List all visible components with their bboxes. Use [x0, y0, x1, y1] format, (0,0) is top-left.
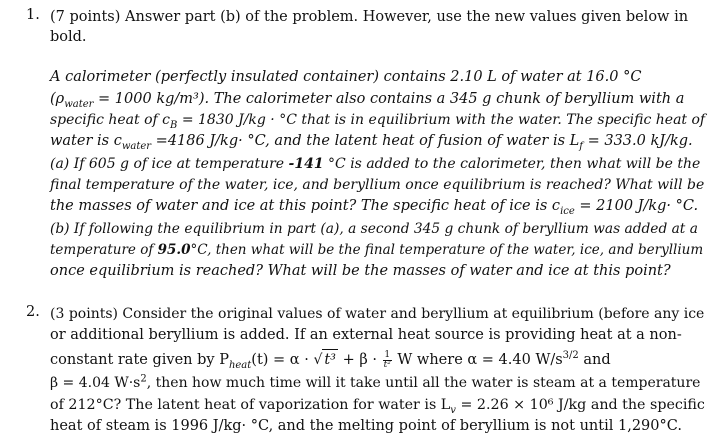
- text-segment: (ρ: [50, 91, 65, 107]
- problem-2-line-2: or additional beryllium is added. If an external heat source is providing heat at a non-: [50, 327, 682, 343]
- problem-1-body-line-7: [50, 196, 698, 216]
- problem-1-number: 1.: [26, 7, 40, 23]
- text-segment: of 212°C? The latent heat of vaporization for water is L: [50, 397, 451, 413]
- text-segment: = 333.0 kJ/kg.: [582, 133, 693, 149]
- problem-1-body-line-8: (b) If following the equilibrium in part (a), a second 345 g chunk of beryllium was added at a: [50, 221, 698, 237]
- problem-2-line-6: heat of steam is 1996 J/kg· °C, and the melting point of beryllium is not until 1,290°C.: [50, 418, 682, 434]
- problem-2-line-5: [50, 395, 705, 415]
- text-segment: °C, then what will be the final temperature of the water, ice, and beryllium: [190, 242, 704, 258]
- text-segment: W where α = 4.40 W/s: [392, 352, 563, 368]
- problem-2-line-4: [50, 373, 700, 393]
- text-segment: the masses of water and ice at this point? The specific heat of ice is c: [50, 198, 561, 214]
- superscript: 2: [140, 373, 147, 385]
- subscript: f: [579, 140, 583, 152]
- fraction-numerator: 1: [384, 349, 391, 360]
- subscript: v: [450, 404, 456, 416]
- fraction: [383, 351, 392, 370]
- problem-1-body-line-5: [50, 154, 700, 174]
- text-segment: = 2.26 × 10⁶ J/kg and the specific: [455, 397, 705, 413]
- problem-1-body-line-1: A calorimeter (perfectly insulated container) contains 2.10 L of water at 16.0 °C: [50, 69, 642, 85]
- problem-2-line-3: [50, 349, 611, 370]
- text-segment: specific heat of c: [50, 112, 171, 128]
- problem-1-body-line-6: final temperature of the water, ice, and beryllium once equilibrium is reached? What will be: [50, 177, 705, 193]
- radical-sign: √: [313, 352, 323, 368]
- sqrt-argument: t³: [322, 349, 338, 370]
- fraction-denominator: t²: [383, 359, 391, 370]
- text-segment: + β ·: [338, 352, 382, 368]
- text-segment: water is c: [50, 133, 122, 149]
- text-segment: =4186 J/kg· °C, and the latent heat of fusion of water is L: [151, 133, 580, 149]
- superscript: 3/2: [562, 350, 579, 362]
- text-segment: = 2100 J/kg· °C.: [574, 198, 699, 214]
- subscript: heat: [228, 359, 252, 371]
- text-segment: (a) If 605 g of ice at temperature: [50, 156, 289, 172]
- text-segment: temperature of: [50, 242, 158, 258]
- bold-value: 95.0: [157, 242, 191, 258]
- text-segment: = 1000 kg/m³). The calorimeter also contains a 345 g chunk of beryllium with a: [93, 91, 685, 107]
- problem-1-body-line-2: [50, 89, 684, 109]
- subscript: water: [64, 98, 94, 110]
- bold-value: -141: [288, 156, 324, 172]
- subscript: ice: [560, 205, 575, 217]
- subscript: water: [121, 140, 152, 152]
- problem-1-body-line-10: once equilibrium is reached? What will be the masses of water and ice at this point?: [50, 263, 671, 279]
- problem-2-line-1: (3 points) Consider the original values of water and beryllium at equilibrium (before any ice: [50, 306, 705, 322]
- problem-1-body-line-9: [50, 240, 703, 260]
- subscript: B: [170, 119, 178, 131]
- problem-1-intro-line-2: bold.: [50, 29, 87, 45]
- text-segment: and: [578, 352, 611, 368]
- problem-1-intro-line-1: (7 points) Answer part (b) of the problem. However, use the new values given below in: [50, 9, 689, 25]
- text-segment: β = 4.04 W·s: [50, 375, 141, 391]
- text-segment: °C is added to the calorimeter, then what will be the: [323, 156, 701, 172]
- text-segment: = 1830 J/kg · °C that is in equilibrium with the water. The specific heat of: [177, 112, 706, 128]
- problem-1-body-line-4: [50, 131, 693, 151]
- text-segment: (t) = α ·: [251, 352, 314, 368]
- problem-1-body-line-3: [50, 110, 705, 130]
- text-segment: , then how much time will it take until all the water is steam at a temperature: [146, 375, 701, 391]
- text-segment: constant rate given by P: [50, 352, 229, 368]
- problem-2-number: 2.: [26, 304, 40, 320]
